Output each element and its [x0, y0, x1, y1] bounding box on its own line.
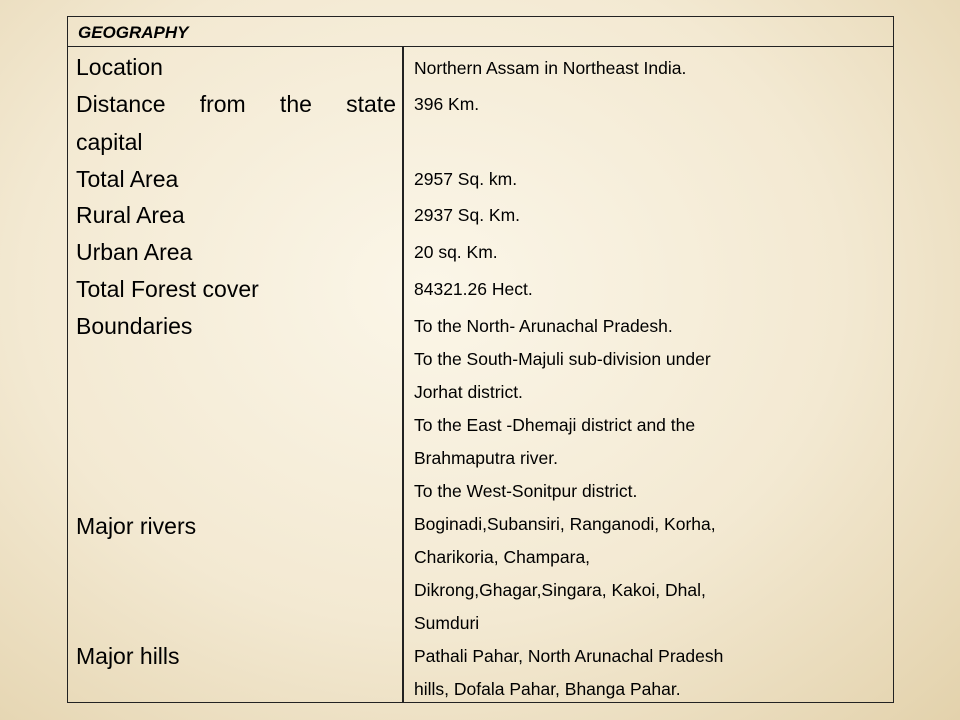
value-rivers-line: Dikrong,Ghagar,Singara, Kakoi, Dhal, — [414, 580, 706, 600]
label-major-rivers: Major rivers — [76, 513, 197, 539]
value-boundaries-line: To the North- Arunachal Pradesh. — [414, 316, 673, 336]
label-boundaries: Boundaries — [76, 313, 193, 339]
value-rivers-line: Sumduri — [414, 613, 480, 633]
table-header — [68, 17, 893, 47]
value-hills-line: Pathali Pahar, North Arunachal Pradesh — [414, 646, 724, 666]
value-distance: 396 Km. — [414, 94, 480, 114]
label-major-hills: Major hills — [76, 643, 180, 669]
label-location: Location — [76, 54, 163, 80]
label-distance-line2: capital — [76, 129, 143, 155]
geography-table — [67, 16, 894, 703]
value-location: Northern Assam in Northeast India. — [414, 58, 687, 78]
value-urban-area: 20 sq. Km. — [414, 242, 498, 262]
value-hills-line: hills, Dofala Pahar, Bhanga Pahar. — [414, 679, 681, 699]
label-distance-line1: Distance from the state — [76, 91, 396, 117]
label-urban-area: Urban Area — [76, 239, 193, 265]
value-boundaries-line: To the South-Majuli sub-division under — [414, 349, 711, 369]
table-title: GEOGRAPHY — [78, 23, 189, 42]
label-rural-area: Rural Area — [76, 202, 185, 228]
label-forest-cover: Total Forest cover — [76, 276, 259, 302]
value-boundaries-line: To the East -Dhemaji district and the — [414, 415, 696, 435]
value-forest-cover: 84321.26 Hect. — [414, 279, 533, 299]
column-divider — [402, 46, 404, 703]
value-rivers-line: Boginadi,Subansiri, Ranganodi, Korha, — [414, 514, 716, 534]
value-boundaries-line: To the West-Sonitpur district. — [414, 481, 638, 501]
value-total-area: 2957 Sq. km. — [414, 169, 518, 189]
value-rivers-line: Charikoria, Champara, — [414, 547, 591, 567]
value-rural-area: 2937 Sq. Km. — [414, 205, 521, 225]
label-total-area: Total Area — [76, 166, 179, 192]
value-boundaries-line: Brahmaputra river. — [414, 448, 558, 468]
value-boundaries-line: Jorhat district. — [414, 382, 523, 402]
